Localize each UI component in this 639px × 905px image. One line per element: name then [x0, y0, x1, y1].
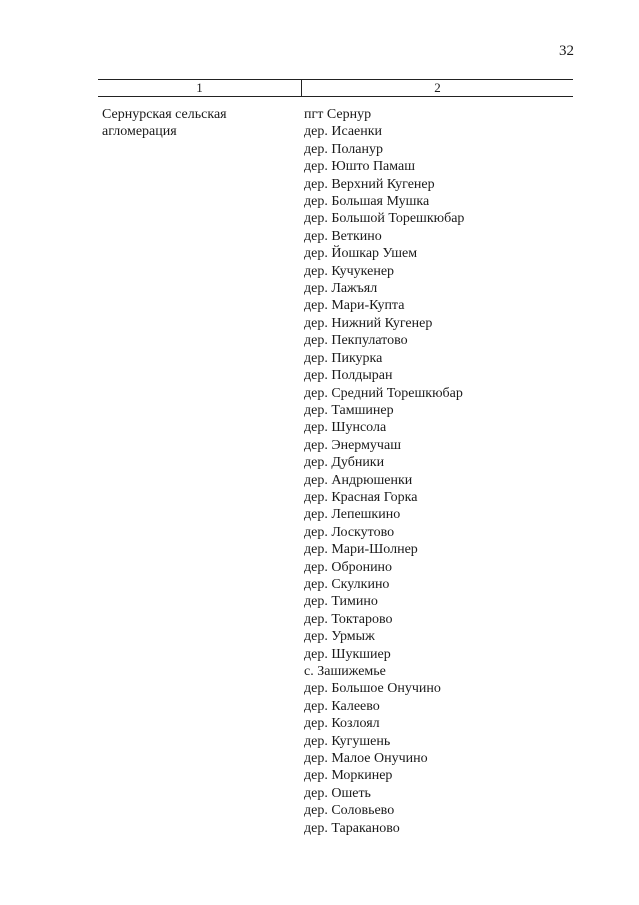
settlement-item: дер. Верхний Кугенер [304, 176, 435, 192]
settlement-item: дер. Большая Мушка [304, 194, 430, 210]
settlement-item: дер. Кугушень [304, 733, 391, 749]
settlement-item: дер. Поланур [304, 141, 383, 157]
settlement-item: дер. Мари-Купта [304, 298, 405, 314]
settlement-item: дер. Веткино [304, 228, 382, 244]
settlement-item: дер. Тимино [304, 594, 378, 610]
settlement-item: дер. Исаенки [304, 124, 383, 140]
settlement-item: дер. Йошкар Ушем [304, 246, 418, 262]
settlement-item: с. Зашижемье [304, 664, 386, 679]
column-header-1: 1 [98, 80, 302, 96]
settlement-item: дер. Калеево [304, 698, 380, 714]
settlement-item: дер. Дубники [304, 455, 385, 471]
column-header-2: 2 [434, 80, 441, 95]
settlements-list [304, 106, 574, 837]
settlement-item: дер. Козлоял [304, 716, 380, 732]
settlement-item: дер. Тамшинер [304, 402, 394, 418]
settlement-item: дер. Энермучаш [304, 437, 401, 453]
settlement-item: дер. Кучукенер [304, 263, 395, 279]
settlement-item: дер. Лепешкино [304, 507, 401, 523]
settlement-item: дер. Красная Горка [304, 489, 418, 505]
settlement-item: дер. Средний Торешкюбар [304, 385, 463, 401]
settlement-item: дер. Малое Онучино [304, 751, 428, 767]
settlement-item: дер. Скулкино [304, 576, 390, 592]
settlement-item: пгт Сернур [304, 107, 372, 122]
settlement-item: дер. Большой Торешкюбар [304, 211, 465, 227]
settlement-item: дер. Юшто Памаш [304, 159, 416, 175]
region-name-line-2: агломерация [102, 124, 177, 140]
settlement-item: дер. Большое Онучино [304, 681, 441, 697]
region-name-cell [102, 106, 292, 141]
settlement-item: дер. Лоскутово [304, 524, 395, 540]
table-header-row [98, 79, 573, 97]
settlement-item: дер. Мари-Шолнер [304, 542, 418, 558]
settlement-item: дер. Шукшиер [304, 646, 391, 662]
settlement-item: дер. Нижний Кугенер [304, 315, 433, 331]
settlement-item: дер. Тараканово [304, 820, 400, 836]
settlement-item: дер. Обронино [304, 559, 393, 575]
page-number: 32 [559, 43, 574, 59]
settlement-item: дер. Полдыран [304, 368, 393, 384]
region-name-line-1: Сернурская сельская [102, 107, 227, 122]
settlement-item: дер. Урмыж [304, 629, 375, 645]
settlement-item: дер. Шунсола [304, 420, 387, 436]
settlement-item: дер. Моркинер [304, 768, 393, 784]
settlement-item: дер. Андрюшенки [304, 472, 413, 488]
settlement-item: дер. Токтарово [304, 611, 393, 627]
settlement-item: дер. Пикурка [304, 350, 383, 366]
settlement-item: дер. Соловьево [304, 803, 395, 819]
settlement-item: дер. Ошеть [304, 785, 371, 801]
settlement-item: дер. Лажъял [304, 281, 378, 297]
settlement-item: дер. Пекпулатово [304, 333, 408, 349]
